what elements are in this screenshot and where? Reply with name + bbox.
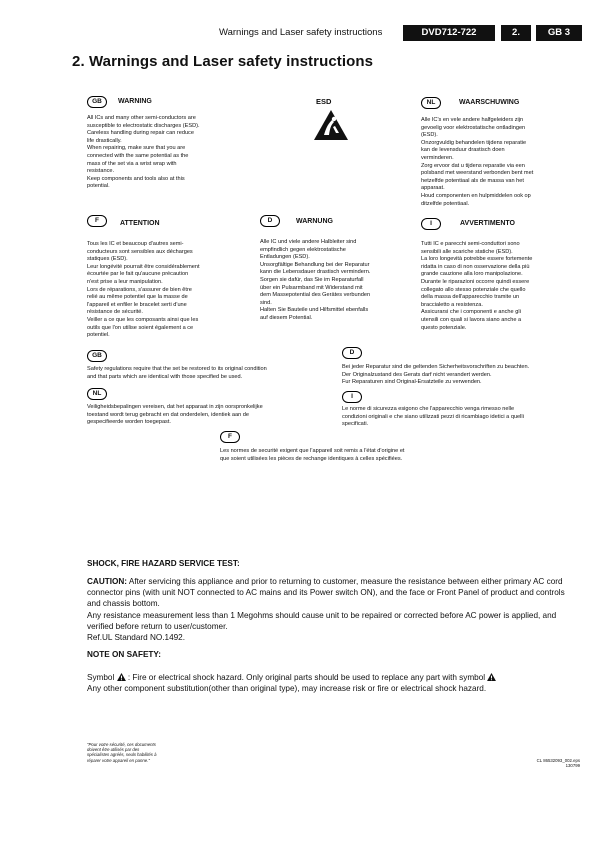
d-warnung-heading: WARNUNG [296, 218, 333, 225]
nl-warning-text: Alle IC's en vele andere halfgeleiders zijn gevoelig voor elektrostatische ontladingen (ESD). Onzorgvuldig behandelen tijdens reparatie kan de levensduur drastisch doen verminderen. Zorg ervoor dat u tijdens reparatie via een polsband met weerstand verbonden bent met hetzelfde potentiaal als de massa van het apparaat. Houd componenten en hulpmiddelen ook op ditzelfde potentiaal. [421, 117, 534, 207]
safety-badge-f: F [220, 431, 240, 443]
lang-badge-nl: NL [421, 97, 441, 109]
warning-triangle-icon [117, 673, 126, 681]
safety-text-gb: Safety regulations require that the set be restored to its original condition and that parts which are identical with those specified be used. [87, 366, 267, 380]
safety-text-i: Le norme di sicurezza esigono che l'apparecchio venga rimesso nelle condizioni originali e che siano utilizzati pezzi di ricambiago idetici a quelli specificati. [342, 406, 524, 428]
shock-test-heading: SHOCK, FIRE HAZARD SERVICE TEST: [87, 559, 240, 568]
warning-triangle-icon [487, 673, 496, 681]
model-label: DVD712-722 [403, 25, 495, 41]
esd-label: ESD [316, 97, 332, 106]
section-number: 2. [501, 25, 531, 41]
caution-text: After servicing this appliance and prior to returning to customer, measure the resistance between either primary AC cord connector pins (with unit NOT connected to AC mains and its Power switch ON), and the face or Front Panel of product and controls and chassis bottom. [87, 577, 565, 609]
safety-badge-d: D [342, 347, 362, 359]
safety-text-f: Les normes de securité exigent que l'appareil soit remis a l'état d'origine et que soient utilisées les pièces de rechange identiques à celles spécifiées. [220, 448, 405, 462]
header-title: Warnings and Laser safety instructions [219, 27, 383, 38]
shock-test-caution [87, 576, 567, 610]
safety-text-nl: Veiligheidsbepalingen vereisen, dat het apparaat in zijn oorspronkelijke toestand wordt terug gebracht en dat onderdelen, identiek aan de gespecifieerde worden toegepast. [87, 404, 263, 426]
safety-badge-i: I [342, 391, 362, 403]
page-title: 2. Warnings and Laser safety instructions [72, 53, 374, 70]
lang-badge-i: I [421, 218, 441, 230]
footer-reference: CL 86532093_002.eps 130799 [536, 758, 580, 769]
gb-warning-heading: WARNING [118, 98, 152, 105]
symbol-text: : Fire or electrical shock hazard. Only original parts should be used to replace any part with symbol [125, 673, 486, 682]
caution-label: CAUTION: [87, 577, 128, 586]
note-safety-substitution: Any other component substitution(other than original type), may increase risk or fire or electrical shock hazard. [87, 684, 487, 693]
note-safety-heading: NOTE ON SAFETY: [87, 650, 161, 659]
esd-warning-icon [312, 108, 350, 142]
i-avvertimento-heading: AVVERTIMENTO [460, 220, 515, 227]
footer-note: "Pour votre sécurité, ces documents doivent être utilisés par des spécialistes agréés, seuls habilités à réparer votre appareil en panne." [87, 742, 157, 763]
f-attention-heading: ATTENTION [120, 220, 160, 227]
safety-badge-nl: NL [87, 388, 107, 400]
gb-warning-text: All ICs and many other semi-conductors are susceptible to electrostatic discharges (ESD). Careless handling during repair can reduce life drastically. When repairing, make sure that you are connected with the same potential as the mass of the set via a wrist wrap with resistance. Keep components and tools also at this potential. [87, 115, 200, 190]
lang-badge-f: F [87, 215, 107, 227]
f-attention-text: Tous les IC et beaucoup d'autres semi- conducteurs sont sensibles aux décharges statiques (ESD). Leur longévité pourrait être considérablement écourtée par le fait qu'aucune précaution n'est prise a leur manipulation. Lors de réparations, s'assurer de bien être relié au même potentiel que la masse de l'appareil et enfiler le bracelet serti d'une résistance de sécurité. Veiller a ce que les composants ainsi que les outils que l'on utilise soient également a ce potentiel. [87, 241, 200, 339]
safety-badge-gb: GB [87, 350, 107, 362]
shock-test-resistance: Any resistance measurement less than 1 Megohms should cause unit to be repaired or corrected before AC power is applied, and verified before return to user/customer. [87, 611, 557, 632]
lang-badge-d: D [260, 215, 280, 227]
symbol-prefix: Symbol [87, 673, 115, 682]
note-safety-symbol-line [87, 672, 577, 683]
shock-test-ref: Ref.UL Standard NO.1492. [87, 633, 186, 642]
safety-text-d: Bei jeder Reparatur sind die geltenden Sicherheitsvorschriften zu beachten. Der Originalzustand des Gerats darf nicht verandert werden. Fur Reparaturen sind Original-Ersatzteile zu verwenden. [342, 364, 530, 386]
i-avvertimento-text: Tutti IC e parecchi semi-conduttori sono sensibili alle scariche statiche (ESD). La loro longevità potrebbe essere fortemente ridatta in caso di non osservazione della più grande cauzione alla loro manipolazione. Durante le riparazioni occorre quindi essere collegato allo stesso potenziale che quello della massa dell'apparecchio tramite un braccialetto a resistenza. Assicurarsi che i componenti e anche gli utensili con quali si lavora siano anche a questo potenziale. [421, 241, 533, 331]
nl-warning-heading: WAARSCHUWING [459, 99, 520, 106]
lang-badge-gb: GB [87, 96, 107, 108]
page-number: GB 3 [536, 25, 582, 41]
d-warnung-text: Alle IC und viele andere Halbleiter sind empfindlich gegen elektrostatische Entladungen (ESD). Unsorgfältige Behandlung bei der Reparatur kann die Lebensdauer drastisch vermindern. Sorgen sie dafür, das Sie im Reparaturfall über ein Pulsarmband mit Widerstand mit dem Massepotential des Gerätes verbunden sind. Halten Sie Bauteile und Hilfsmittel ebenfalls auf diesem Potential. [260, 239, 371, 321]
